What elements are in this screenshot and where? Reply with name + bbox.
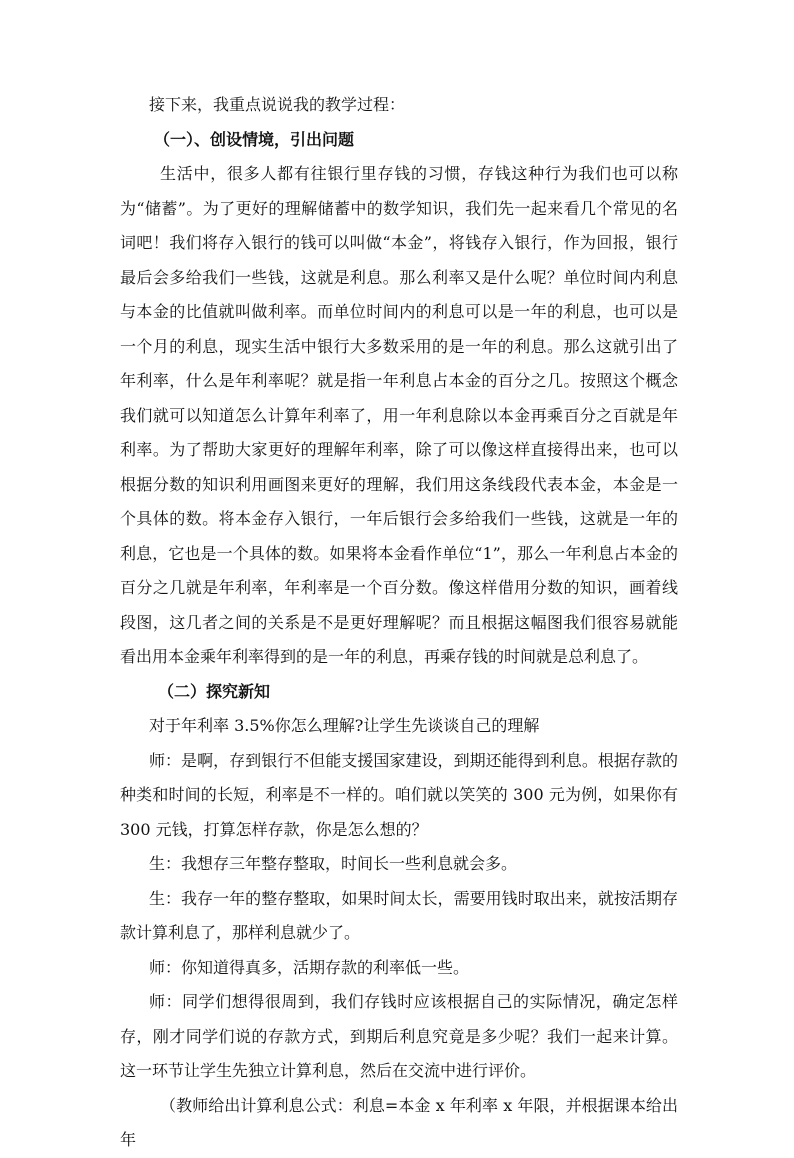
dialogue-line: 师：你知道得真多，活期存款的利率低一些。 bbox=[149, 957, 470, 977]
document-body bbox=[120, 88, 678, 1158]
section2-question: 对于年利率 3.5%你怎么理解?让学生先谈谈自己的理解 bbox=[149, 716, 540, 735]
dialogue-line: 师：是啊，存到银行不但能支援国家建设，到期还能得到利息。根据存款的种类和时间的长短，利率是不一样的。咱们就以笑笑的 300 元为例，如果你有 300 元钱，打算怎样存款，你是怎么想的？ bbox=[120, 750, 678, 839]
dialogue-line: 生：我想存三年整存整取，时间长一些利息就会多。 bbox=[149, 854, 518, 873]
dialogue-line: 生：我存一年的整存整取，如果时间太长，需要用钱时取出来，就按活期存款计算利息了，那样利息就少了。 bbox=[120, 888, 678, 942]
dialogue-line: 师：同学们想得很周到，我们存钱时应该根据自己的实际情况，确定怎样存，刚才同学们说的存款方式，到期后利息究竟是多少呢？我们一起来计算。 这一环节让学生先独立计算利息，然后在交流中进行评价。 bbox=[120, 992, 678, 1080]
section1-paragraph: 生活中，很多人都有往银行里存钱的习惯，存钱这种行为我们也可以称为“储蓄”。为了更好的理解储蓄中的数学知识，我们先一起来看几个常见的名词吧！我们将存入银行的钱可以叫做“本金”，将钱存入银行，作为回报，银行最后会多给我们一些钱，这就是利息。那么利率又是什么呢？单位时间内利息与本金的比值就叫做利率。而单位时间内的利息可以是一年的利息，也可以是一个月的利息，现实生活中银行大多数采用的是一年的利息。那么这就引出了年利率，什么是年利率呢？就是指一年利息占本金的百分之几。按照这个概念我们就可以知道怎么计算年利率了，用一年利息除以本金再乘百分之百就是年利率。为了帮助大家更好的理解年利率，除了可以像这样直接得出来，也可以根据分数的知识利用画图来更好的理解，我们用这条线段代表本金，本金是一个具体的数。将本金存入银行，一年后银行会多给我们一些钱，这就是一年的利息，它也是一个具体的数。如果将本金看作单位“1”，那么一年利息占本金的百分之几就是年利率，年利率是一个百分数。像这样借用分数的知识，画着线段图，这几者之间的关系是不是更好理解呢？而且根据这幅图我们很容易就能看出用本金乘年利率得到的是一年的利息，再乘存钱的时间就是总利息了。 bbox=[120, 164, 678, 666]
intro-text: 接下来，我重点说说我的教学过程： bbox=[149, 95, 406, 114]
formula-note: （教师给出计算利息公式：利息=本金 x 年利率 x 年限，并根据课本给出年 bbox=[120, 1095, 678, 1149]
section2-heading: （二）探究新知 bbox=[158, 681, 271, 701]
section1-heading: （一）、创设情境，引出问题 bbox=[154, 129, 355, 149]
